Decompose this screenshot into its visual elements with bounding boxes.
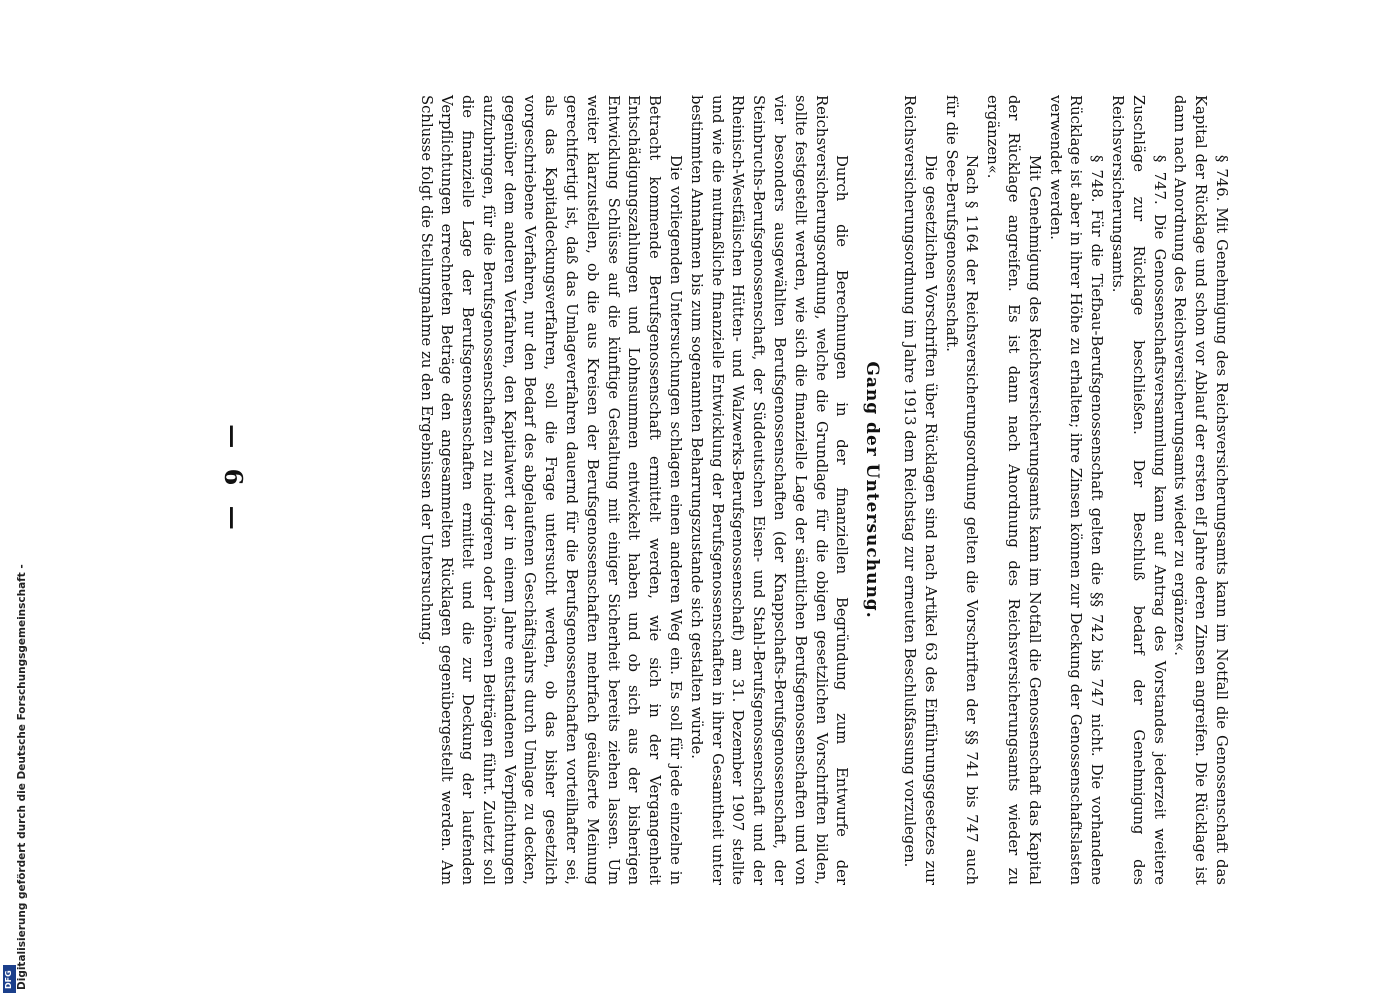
paragraph-746: § 746. Mit Genehmigung des Reichsversicherungsamts kann im Notfall die Genossenschaft das Kapital der Rücklage und schon vor Ablauf der ersten elf Jahre deren Zinsen angreifen. Die Rücklage ist dann nach Anordnung des Reichsversicherungsamts wieder zu ergänzen«. (1171, 95, 1230, 885)
paragraph-748-cont: Mit Genehmigung des Reichsversicherungsamts kann im Notfall die Genossenschaft das Kapital der Rücklage angreifen. Es ist dann nach Anordnung des Reichsversicherungsamts wieder zu ergänzen«. (984, 95, 1043, 885)
paragraph-1164: Nach § 1164 der Reichsversicherungsordnung gelten die Vorschriften der §§ 741 bis 747 auch für die See-Berufsgenossenschaft. (942, 95, 981, 885)
paragraph-investigations: Die vorliegenden Untersuchungen schlagen einen anderen Weg ein. Es soll für jede einzelne in Betracht kommende Berufsgenossenschaft ermittelt werden, wie sich in der Vergangenheit Entschädigungszahlungen und Lohnsummen entwickelt haben und ob sich aus der bisherigen Entwicklung Schlüsse auf die künftige Gestaltung mit einiger Sicherheit bereits ziehen lassen. Um weiter klarzustellen, ob die aus Kreisen der Berufsgenossenschaften mehrfach geäußerte Meinung gerechtfertigt ist, daß das Umlageverfahren dauernd für die Berufsgenossenschaften vorteilhafter sei, als das Kapitaldeckungsverfahren, soll die Frage untersucht werden, ob das bisher gesetzlich vorgeschriebene Verfahren, nur den Bedarf des abgelaufenen Geschäftsjahrs durch Umlage zu decken, gegenüber dem anderen Verfahren, den Kapitalwert der in einem Jahre entstandenen Verpflichtungen aufzubringen, für die Berufsgenossenschaften zu niedrigeren oder höheren Beiträgen führt. Zuletzt soll die finanzielle Lage der Berufsgenossenschaften ermittelt und die zur Deckung der laufenden Verpflichtungen errechneten Beträge den angesammelten Rücklagen gegenübergestellt werden. Am Schlusse folgt die Stellungnahme zu den Ergebnissen der Untersuchung. (417, 95, 685, 885)
dfg-logo: DFG (3, 965, 16, 993)
paragraph-748: § 748. Für die Tiefbau-Berufsgenossenschaft gelten die §§ 742 bis 747 nicht. Die vorhandene Rücklage ist aber in ihrer Höhe zu erhalten; ihre Zinsen können zur Deckung der Genossenschaftslasten verwendet werden. (1046, 95, 1106, 885)
body-text (415, 95, 1231, 885)
paragraph-legal-provisions: Die gesetzlichen Vorschriften über Rücklagen sind nach Artikel 63 des Einführungsgesetzes zur Reichsversicherungsordnung im Jahre 1913 dem Reichstag zur erneuten Beschlußfassung vorzulegen. (901, 95, 939, 885)
paragraph-calculations: Durch die Berechnungen in der finanziellen Begründung zum Entwurfe der Reichsversicherungsordnung, welche die Grundlage für die obigen gesetzlichen Vorschriften bilden, sollte festgestellt werden, wie sich die finanzielle Lage der sämtlichen Berufsgenossenschaften und von vier besonders ausgewählten Berufsgenossenschaften (der Knappschafts-Berufsgenossenschaft, der Steinbruchs-Berufsgenossenschaft, der Süddeutschen Eisen- und Stahl-Berufsgenossenschaft und der Rheinisch-Westfälischen Hütten- und Walzwerks-Berufsgenossenschaft) am 31. Dezember 1907 stellte und wie die mutmaßliche finanzielle Entwicklung der Berufsgenossenschaften in ihrer Gesamtheit unter bestimmten Annahmen bis zum sogenannten Beharrungszustande sich gestalten würde. (687, 95, 851, 885)
page-number: — 6 — (219, 424, 248, 536)
section-heading: Gang der Untersuchung. (862, 361, 883, 619)
funding-note: Digitalisierung gefördert durch die Deutsche Forschungsgemeinschaft - (16, 564, 28, 990)
paragraph-747: § 747. Die Genossenschaftsversammlung kann auf Antrag des Vorstandes jederzeit weitere Zuschläge zur Rücklage beschließen. Der Beschluß bedarf der Genehmigung des Reichsversicherungsamts. (1109, 95, 1168, 885)
digitization-credit (0, 0, 28, 1000)
